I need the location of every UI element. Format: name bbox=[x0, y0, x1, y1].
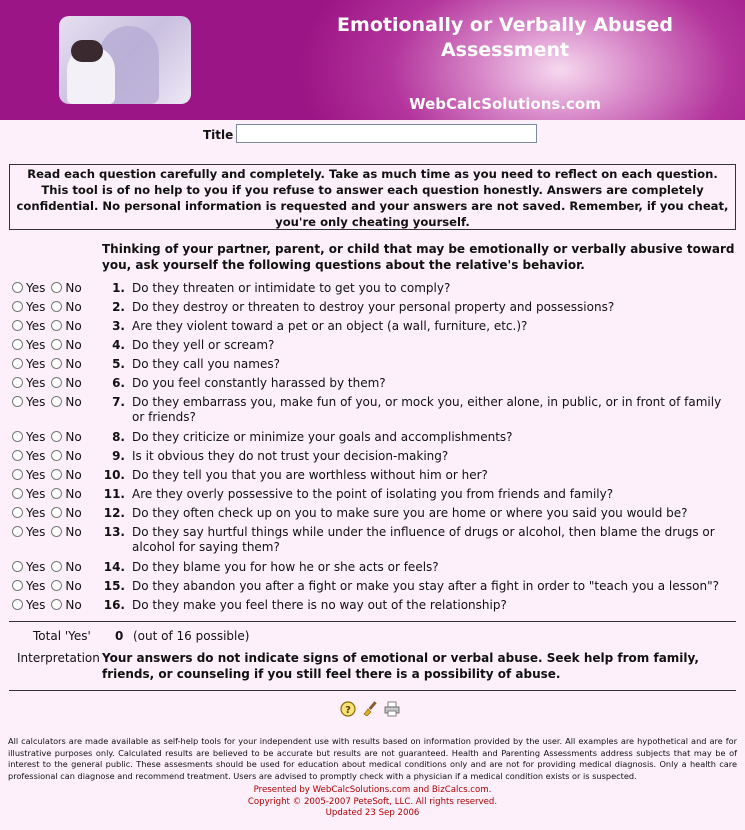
no-radio[interactable] bbox=[51, 377, 62, 388]
question-text: Do they make you feel there is no way out of the relationship? bbox=[132, 598, 507, 612]
answer-options bbox=[12, 487, 102, 502]
no-label: No bbox=[65, 525, 82, 539]
yes-radio[interactable] bbox=[12, 431, 23, 442]
no-radio[interactable] bbox=[51, 282, 62, 293]
yes-label: Yes bbox=[26, 430, 46, 444]
yes-radio[interactable] bbox=[12, 507, 23, 518]
svg-text:?: ? bbox=[345, 705, 351, 716]
yes-radio[interactable] bbox=[12, 339, 23, 350]
yes-label: Yes bbox=[26, 395, 46, 409]
question-number: 16. bbox=[103, 598, 125, 612]
yes-label: Yes bbox=[26, 487, 46, 501]
question-number: 3. bbox=[112, 319, 125, 333]
question-text: Do you feel constantly harassed by them? bbox=[132, 376, 386, 390]
total-value: 0 bbox=[115, 629, 124, 643]
credits-copyright: Copyright © 2005-2007 PeteSoft, LLC. All rights reserved. bbox=[247, 796, 498, 807]
yes-label: Yes bbox=[26, 579, 46, 593]
title-input[interactable] bbox=[236, 124, 537, 143]
no-radio[interactable] bbox=[51, 488, 62, 499]
instructions-box: Read each question carefully and completely. Take as much time as you need to reflect on each question. This tool is of no help to you if you refuse to answer each question honestly. Answers are completely confidential. No personal information is requested and your answers are not saved. Remember, if you cheat, you're only cheating yourself. bbox=[9, 164, 736, 230]
yes-label: Yes bbox=[26, 506, 46, 520]
question-number: 7. bbox=[112, 395, 125, 409]
title-row bbox=[0, 124, 745, 146]
answer-options bbox=[12, 395, 102, 410]
answer-options bbox=[12, 300, 102, 315]
question-number: 10. bbox=[103, 468, 125, 482]
no-radio[interactable] bbox=[51, 301, 62, 312]
question-text: Do they embarrass you, make fun of you, or mock you, either alone, in public, or in front of family or friends? bbox=[132, 395, 722, 424]
yes-radio[interactable] bbox=[12, 488, 23, 499]
yes-label: Yes bbox=[26, 468, 46, 482]
yes-radio[interactable] bbox=[12, 469, 23, 480]
answer-options bbox=[12, 560, 102, 575]
no-radio[interactable] bbox=[51, 320, 62, 331]
yes-radio[interactable] bbox=[12, 599, 23, 610]
yes-label: Yes bbox=[26, 376, 46, 390]
divider bbox=[9, 690, 736, 691]
answer-options bbox=[12, 281, 102, 296]
yes-radio[interactable] bbox=[12, 526, 23, 537]
question-number: 12. bbox=[103, 506, 125, 520]
interpretation-text: Your answers do not indicate signs of emotional or verbal abuse. Seek help from family, friends, or counseling if you still feel there is a possibility of abuse. bbox=[102, 651, 699, 681]
question-text: Do they destroy or threaten to destroy your personal property and possessions? bbox=[132, 300, 615, 314]
yes-radio[interactable] bbox=[12, 377, 23, 388]
yes-label: Yes bbox=[26, 525, 46, 539]
question-text: Do they tell you that you are worthless without him or her? bbox=[132, 468, 488, 482]
no-label: No bbox=[65, 598, 82, 612]
answer-options bbox=[12, 506, 102, 521]
no-label: No bbox=[65, 560, 82, 574]
question-text: Is it obvious they do not trust your decision-making? bbox=[132, 449, 449, 463]
question-number: 11. bbox=[103, 487, 125, 501]
credits-presented: Presented by WebCalcSolutions.com and BizCalcs.com. bbox=[253, 785, 492, 795]
no-radio[interactable] bbox=[51, 507, 62, 518]
yes-label: Yes bbox=[26, 598, 46, 612]
no-label: No bbox=[65, 319, 82, 333]
answer-options bbox=[12, 319, 102, 334]
yes-label: Yes bbox=[26, 300, 46, 314]
question-number: 1. bbox=[112, 281, 125, 295]
no-label: No bbox=[65, 468, 82, 482]
question-text: Do they abandon you after a fight or make you stay after a fight in order to "teach you a lesson"? bbox=[132, 579, 719, 593]
no-label: No bbox=[65, 300, 82, 314]
interpretation-label: Interpretation bbox=[17, 651, 100, 665]
yes-label: Yes bbox=[26, 281, 46, 295]
no-label: No bbox=[65, 449, 82, 463]
yes-radio[interactable] bbox=[12, 561, 23, 572]
no-radio[interactable] bbox=[51, 358, 62, 369]
no-radio[interactable] bbox=[51, 396, 62, 407]
no-label: No bbox=[65, 487, 82, 501]
title-label: Title bbox=[203, 128, 234, 142]
yes-radio[interactable] bbox=[12, 580, 23, 591]
answer-options bbox=[12, 430, 102, 445]
question-text: Do they blame you for how he or she acts or feels? bbox=[132, 560, 439, 574]
answer-options bbox=[12, 579, 102, 594]
no-radio[interactable] bbox=[51, 431, 62, 442]
help-icon[interactable] bbox=[340, 701, 356, 717]
credits-updated: Updated 23 Sep 2006 bbox=[325, 808, 420, 818]
no-label: No bbox=[65, 430, 82, 444]
answer-options bbox=[12, 468, 102, 483]
no-label: No bbox=[65, 357, 82, 371]
no-label: No bbox=[65, 579, 82, 593]
no-radio[interactable] bbox=[51, 469, 62, 480]
no-radio[interactable] bbox=[51, 599, 62, 610]
toolbar-icons bbox=[338, 699, 408, 719]
question-text: Do they call you names? bbox=[132, 357, 280, 371]
question-text: Do they criticize or minimize your goals and accomplishments? bbox=[132, 430, 513, 444]
intro-text: Thinking of your partner, parent, or child that may be emotionally or verbally abusive toward you, ask yourself the following questions about the relative's behavior. bbox=[102, 242, 735, 272]
yes-label: Yes bbox=[26, 319, 46, 333]
clear-icon[interactable] bbox=[362, 700, 378, 716]
question-text: Are they violent toward a pet or an object (a wall, furniture, etc.)? bbox=[132, 319, 528, 333]
yes-radio[interactable] bbox=[12, 282, 23, 293]
answer-options bbox=[12, 525, 102, 540]
no-radio[interactable] bbox=[51, 339, 62, 350]
question-number: 14. bbox=[103, 560, 125, 574]
yes-label: Yes bbox=[26, 560, 46, 574]
yes-label: Yes bbox=[26, 449, 46, 463]
credits bbox=[0, 785, 745, 820]
question-text: Do they say hurtful things while under the influence of drugs or alcohol, then blame the drugs or alcohol for saying them? bbox=[132, 525, 715, 554]
yes-radio[interactable] bbox=[12, 320, 23, 331]
yes-label: Yes bbox=[26, 338, 46, 352]
question-number: 6. bbox=[112, 376, 125, 390]
disclaimer-text: All calculators are made available as self-help tools for your independent use with results based on information provided by the user. All examples are hypothetical and are for illustrative purposes only. Calculated results are believed to be accurate but results are not guaranteed. Health and Parenting Assessments address subjects that may be of interest to the general public. These assesments should be used for education about medical conditions only and are not for providing medical diagnosis. Only a health care professional can diagnose and recommend treatment. Users are advised to promptly check with a physician if a medical condition exists or is suspected. bbox=[8, 736, 737, 781]
header-photo bbox=[59, 16, 191, 104]
page-title bbox=[330, 13, 680, 63]
question-number: 15. bbox=[103, 579, 125, 593]
question-number: 8. bbox=[112, 430, 125, 444]
yes-radio[interactable] bbox=[12, 358, 23, 369]
no-radio[interactable] bbox=[51, 580, 62, 591]
question-number: 13. bbox=[103, 525, 125, 539]
no-label: No bbox=[65, 376, 82, 390]
question-number: 5. bbox=[112, 357, 125, 371]
question-text: Do they often check up on you to make sure you are home or where you said you would be? bbox=[132, 506, 688, 520]
yes-label: Yes bbox=[26, 357, 46, 371]
question-text: Do they yell or scream? bbox=[132, 338, 275, 352]
divider bbox=[9, 621, 736, 622]
print-icon[interactable] bbox=[384, 701, 400, 717]
no-label: No bbox=[65, 395, 82, 409]
no-radio[interactable] bbox=[51, 526, 62, 537]
answer-options bbox=[12, 357, 102, 372]
answer-options bbox=[12, 338, 102, 353]
total-note: (out of 16 possible) bbox=[133, 629, 250, 643]
no-label: No bbox=[65, 338, 82, 352]
page-title-line2: Assessment bbox=[440, 39, 570, 61]
no-label: No bbox=[65, 506, 82, 520]
question-text: Are they overly possessive to the point of isolating you from friends and family? bbox=[132, 487, 614, 501]
question-number: 9. bbox=[112, 449, 125, 463]
yes-radio[interactable] bbox=[12, 301, 23, 312]
total-label: Total 'Yes' bbox=[33, 629, 91, 643]
question-text: Do they threaten or intimidate to get you to comply? bbox=[132, 281, 451, 295]
question-number: 2. bbox=[112, 300, 125, 314]
yes-radio[interactable] bbox=[12, 396, 23, 407]
answer-options bbox=[12, 598, 102, 613]
question-number: 4. bbox=[112, 338, 125, 352]
answer-options bbox=[12, 449, 102, 464]
answer-options bbox=[12, 376, 102, 391]
site-name: WebCalcSolutions.com bbox=[409, 95, 601, 113]
no-label: No bbox=[65, 281, 82, 295]
header-banner bbox=[0, 0, 745, 120]
page-title-line1: Emotionally or Verbally Abused bbox=[337, 14, 673, 36]
no-radio[interactable] bbox=[51, 561, 62, 572]
yes-radio[interactable] bbox=[12, 450, 23, 461]
no-radio[interactable] bbox=[51, 450, 62, 461]
